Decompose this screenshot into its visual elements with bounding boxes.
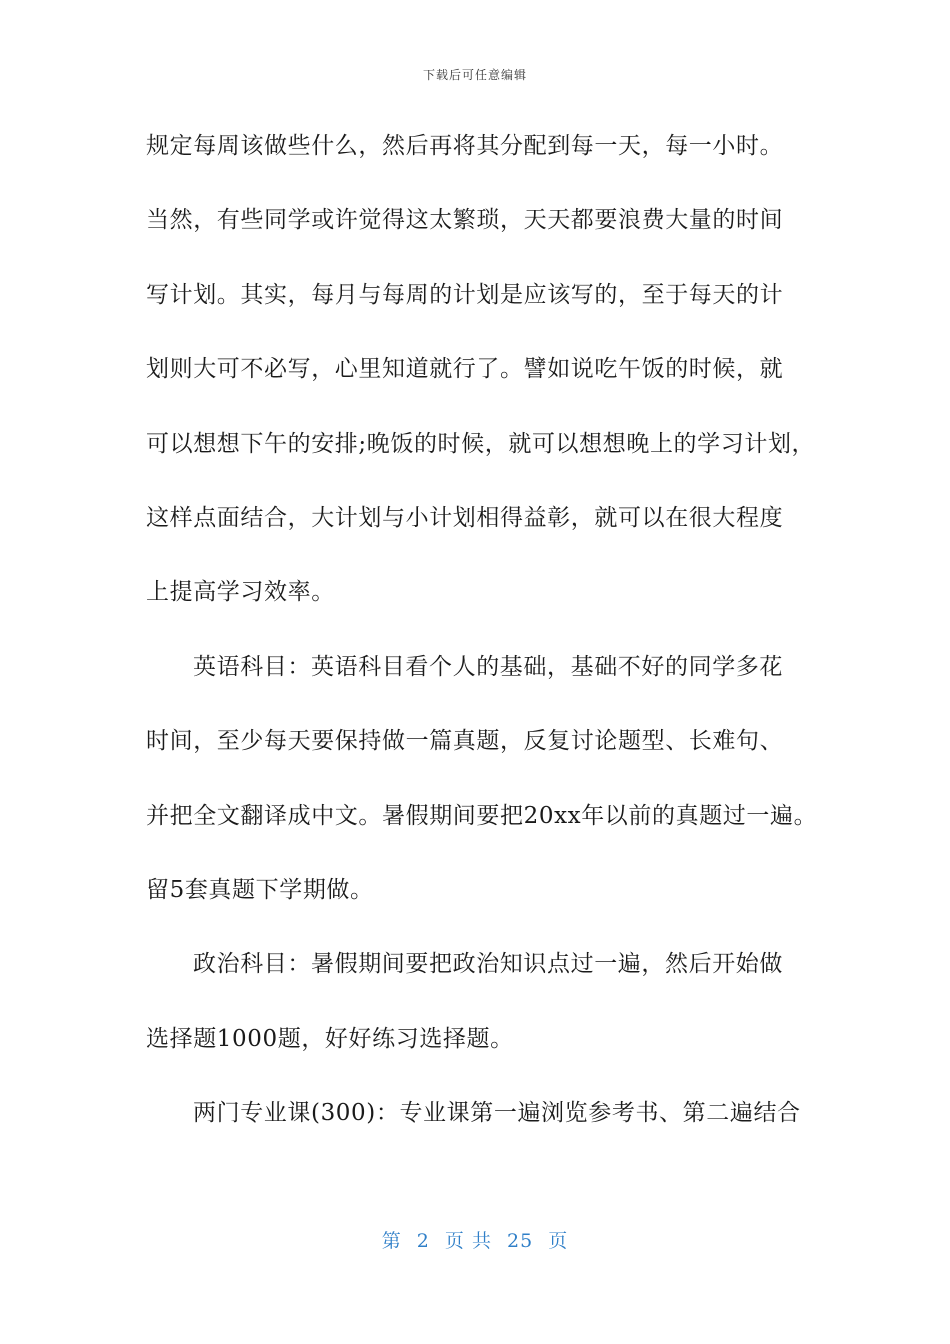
body-line: 留5套真题下学期做。 <box>146 876 374 903</box>
paragraph-major-start: 两门专业课(300)：专业课第一遍浏览参考书、第二遍结合 <box>193 1100 801 1127</box>
footer-prefix: 第 <box>381 1230 402 1252</box>
body-line: 并把全文翻译成中文。暑假期间要把20xx年以前的真题过一遍。 <box>146 802 818 829</box>
body-line: 选择题1000题，好好练习选择题。 <box>146 1025 514 1052</box>
footer-suffix: 页 <box>548 1230 569 1252</box>
body-line: 上提高学习效率。 <box>146 579 335 606</box>
body-line: 当然，有些同学或许觉得这太繁琐，天天都要浪费大量的时间 <box>146 207 784 234</box>
body-line: 时间，至少每天要保持做一篇真题，反复讨论题型、长难句、 <box>146 728 784 755</box>
body-line: 规定每周该做些什么，然后再将其分配到每一天，每一小时。 <box>146 133 784 159</box>
footer-current-page: 2 <box>416 1230 430 1252</box>
body-line: 写计划。其实，每月与每周的计划是应该写的，至于每天的计 <box>146 281 784 308</box>
document-body <box>146 126 836 1167</box>
page-number-footer <box>0 1226 950 1253</box>
body-line: 这样点面结合，大计划与小计划相得益彰，就可以在很大程度 <box>146 504 784 531</box>
body-line: 可以想想下午的安排;晚饭的时候，就可以想想晚上的学习计划， <box>146 430 816 457</box>
page-header: 下载后可任意编辑 <box>422 68 527 82</box>
body-line: 划则大可不必写，心里知道就行了。譬如说吃午饭的时候，就 <box>146 356 784 383</box>
footer-middle: 页 共 <box>444 1230 492 1252</box>
footer-total-pages: 25 <box>507 1230 534 1252</box>
paragraph-english-start: 英语科目：英语科目看个人的基础，基础不好的同学多花 <box>193 653 783 680</box>
paragraph-politics-start: 政治科目：暑假期间要把政治知识点过一遍，然后开始做 <box>193 951 783 978</box>
